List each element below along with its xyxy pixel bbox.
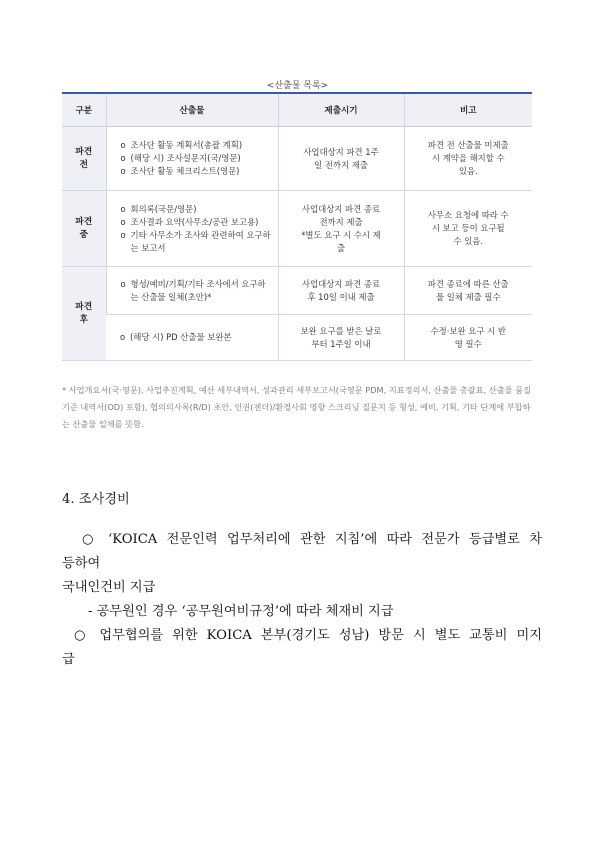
table-footnote: * 사업개요서(국·영문), 사업추진계획, 예산 세부내역서, 성과관리 세부보고서(국영문 PDM, 지표정의서, 산출물 총괄표, 산출물 품질기준 내역서(OD) 포함), 협의의사록(R/D) 초안, 인권(젠더)/환경사회 영향 스크리닝 질문지 등 형성, 예비, 기획, 기타 단계에 부합하는 산출물 일체를 뜻함. xyxy=(62,385,531,429)
timing-cell: 사업대상지 파견 1주 일 전까지 제출 xyxy=(278,127,404,191)
phase-cell: 파견 전 xyxy=(62,127,106,191)
table-header-row xyxy=(62,93,532,127)
list-item: o (해당 시) 조사설문지(국/영문) xyxy=(121,152,272,165)
table-row xyxy=(62,267,532,315)
deliverable-cell xyxy=(106,315,278,361)
table-row xyxy=(62,127,532,191)
deliverable-cell xyxy=(106,191,278,267)
header-note: 비고 xyxy=(404,93,532,127)
list-item: o 조사결과 요약(사무소/공관 보고용) xyxy=(121,216,272,229)
list-item: o (해당 시) PD 산출물 보완본 xyxy=(120,331,272,344)
note-cell: 사무소 요청에 따라 수 시 보고 등이 요구될 수 있음. xyxy=(404,191,532,267)
list-item: o 조사단 활동 계획서(총괄 계획) xyxy=(121,139,272,152)
section-heading: 4. 조사경비 xyxy=(62,492,130,507)
header-timing: 제출시기 xyxy=(278,93,404,127)
paragraph-line: ○ ‘KOICA 전문인력 업무처리에 관한 지침’에 따라 전문가 등급별로 차 xyxy=(82,532,542,547)
phase-cell: 파견 중 xyxy=(62,191,106,267)
paragraph-line: 등하여 xyxy=(62,556,101,571)
note-cell: 파견 종료에 따른 산출 물 일체 제출 필수 xyxy=(404,267,532,315)
phase-cell: 파견 후 xyxy=(62,267,106,361)
note-cell: 파견 전 산출물 미제출 시 계약을 해지할 수 있음. xyxy=(404,127,532,191)
header-category: 구분 xyxy=(62,93,106,127)
deliverable-cell xyxy=(106,267,278,315)
table-caption: <산출물 목록> xyxy=(266,81,329,91)
list-item: o 형성/예비/기획/기타 조사에서 요구하는 산출물 일체(초안)* xyxy=(121,278,272,304)
table-row xyxy=(62,191,532,267)
deliverable-cell xyxy=(106,127,278,191)
timing-cell: 보완 요구를 받은 날로 부터 1주일 이내 xyxy=(278,315,404,361)
paragraph-line: 급 xyxy=(62,652,75,667)
list-item: o 기타 사무소가 조사와 관련하여 요구하는 보고서 xyxy=(121,229,272,255)
paragraph-line: ○ 업무협의를 위한 KOICA 본부(경기도 성남) 방문 시 별도 교통비 미지 xyxy=(74,628,542,643)
deliverables-table xyxy=(62,92,532,361)
timing-cell: 사업대상지 파견 종료 후 10일 이내 제출 xyxy=(278,267,404,315)
header-deliverable: 산출물 xyxy=(106,93,278,127)
table-row xyxy=(62,315,532,361)
paragraph-line: - 공무원인 경우 ‘공무원여비규정’에 따라 체재비 지급 xyxy=(88,604,394,619)
list-item: o 회의록(국문/영문) xyxy=(121,203,272,216)
timing-cell: 사업대상지 파견 종료 전까지 제출 *별도 요구 시 수시 제 출 xyxy=(278,191,404,267)
paragraph-line: 국내인건비 지급 xyxy=(62,580,156,595)
note-cell: 수정·보완 요구 시 반 영 필수 xyxy=(404,315,532,361)
list-item: o 조사단 활동 체크리스트(영문) xyxy=(121,165,272,178)
